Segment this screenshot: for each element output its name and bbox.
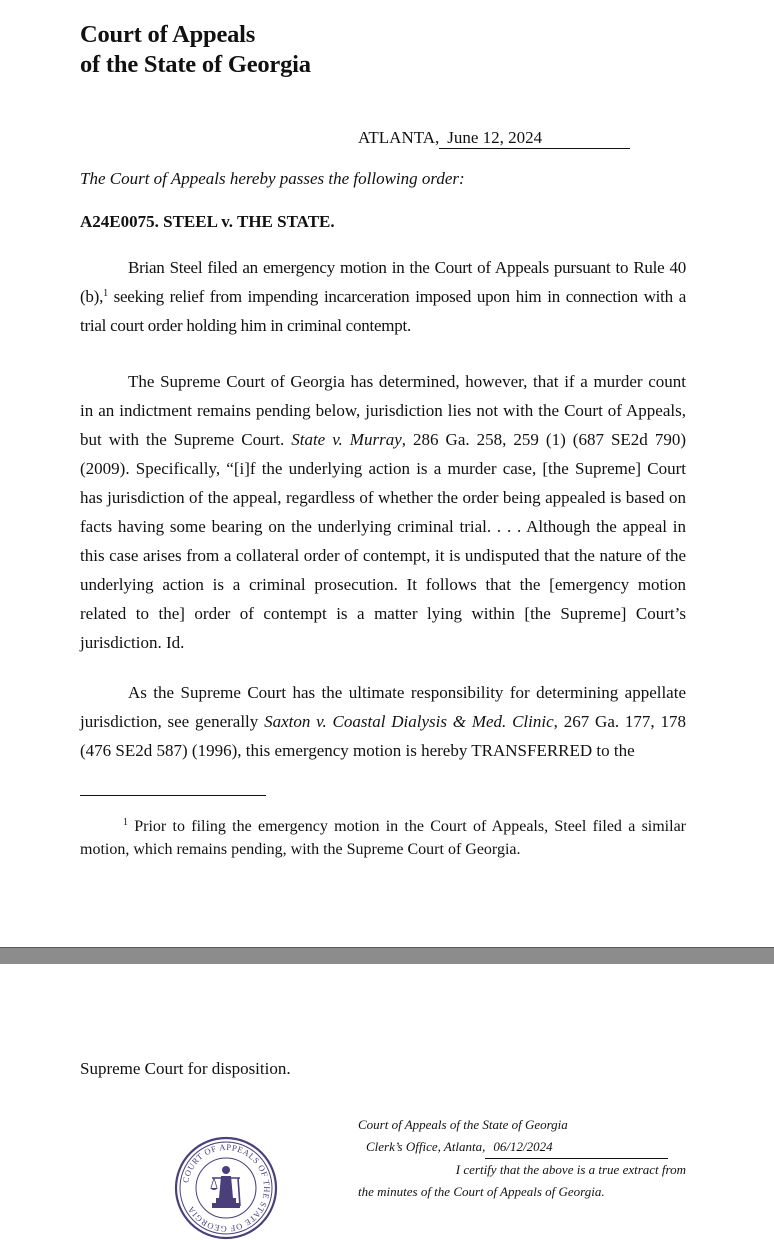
order-page-2 [0, 964, 774, 1235]
page-gap [0, 948, 774, 964]
cert-office: Clerk’s Office, Atlanta, [366, 1139, 486, 1154]
paragraph-3-text-b: , 267 Ga. 177, 178 (476 SE2d 587) (1996), this emergency motion is hereby TRANSFERRED to the [80, 712, 686, 760]
paragraph-2-text-a: The Supreme Court of Georgia has determined, however, that if a murder count in an indictment remains pending below, jurisdiction lies not with the Court of Appeals, but with the Supreme Court. [80, 372, 686, 449]
footnote-reference: 1 [103, 288, 108, 299]
footnote-text: Prior to filing the emergency motion in the Court of Appeals, Steel filed a similar motion, which remains pending, with the Supreme Court of Georgia. [80, 818, 686, 858]
cert-office-line [358, 1136, 688, 1159]
court-seal-icon [174, 1136, 278, 1240]
paragraph-1-text-a: Brian Steel filed an emergency motion in the Court of Appeals pursuant to Rule 40 (b), [80, 258, 686, 306]
court-name-line1: Court of Appeals [80, 21, 256, 48]
dateline-date: June 12, 2024 [439, 128, 630, 149]
footnote-divider [80, 795, 266, 796]
court-name-heading [80, 20, 311, 80]
continuation-text: Supreme Court for disposition. [80, 1059, 291, 1078]
dateline-city: ATLANTA, [358, 128, 440, 147]
clerk-certification [358, 1114, 688, 1203]
court-name-line2: of the State of Georgia [80, 51, 311, 78]
order-preamble: The Court of Appeals hereby passes the following order: [80, 169, 465, 188]
seal-text: COURT OF APPEALS OF THE STATE OF GEORGIA [180, 1141, 273, 1235]
paragraph-1-text-b: seeking relief from impending incarceration imposed upon him in connection with a trial court order holding him in criminal contempt. [80, 287, 686, 335]
paragraph-3-text-a: As the Supreme Court has the ultimate responsibility for determining appellate jurisdiction, see generally [80, 683, 686, 731]
paragraph-3 [80, 678, 686, 765]
case-citation-murray: State v. Murray [291, 430, 402, 449]
paragraph-2 [80, 367, 686, 657]
cert-statement-cont: the minutes of the Court of Appeals of Georgia. [358, 1184, 605, 1199]
paragraph-2-text-b: , 286 Ga. 258, 259 (1) (687 SE2d 790) (2009). Specifically, “[i]f the underlying action is a murder case, [the Supreme] Court has jurisdiction of the appeal, regardless of whether the order being appealed is based on facts having some bearing on the underlying criminal trial. . . . Although the appeal in this case arises from a collateral order of contempt, it is undisputed that the nature of the underlying action is a criminal prosecution. It follows that the [emergency motion related to the] order of contempt is a matter lying within [the Supreme] Court’s jurisdiction. Id. [80, 430, 686, 652]
paragraph-1 [80, 253, 686, 340]
case-caption: A24E0075. STEEL v. THE STATE. [80, 212, 335, 231]
case-citation-saxton: Saxton v. Coastal Dialysis & Med. Clinic [264, 712, 554, 731]
footnote-number: 1 [123, 817, 128, 828]
footnote-1 [80, 815, 686, 861]
dateline [358, 128, 630, 149]
cert-date: 06/12/2024 [485, 1136, 668, 1159]
cert-statement: I certify that the above is a true extract from [455, 1162, 686, 1177]
cert-court-name: Court of Appeals of the State of Georgia [358, 1117, 568, 1132]
